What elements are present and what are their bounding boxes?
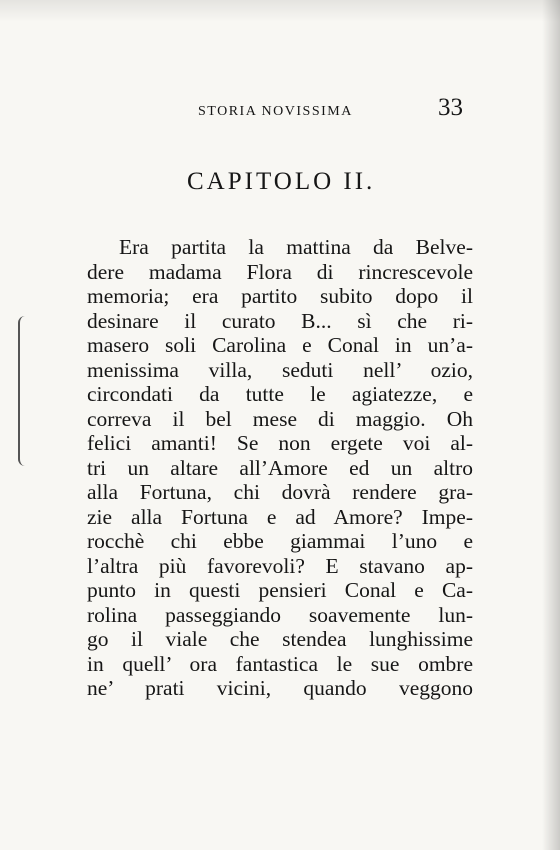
text-line: Era partita la mattina da Belve- (119, 235, 473, 259)
text-line: zie alla Fortuna e ad Amore? Impe- (87, 504, 473, 529)
text-line: ne’ prati vicini, quando veggono (87, 676, 473, 700)
text-line: circondati da tutte le agiatezze, e (87, 382, 473, 406)
body-text (87, 235, 473, 701)
text-line: memoria; era partito subito dopo il (87, 284, 473, 308)
text-line: tri un altare all’Amore ed un altro (87, 455, 473, 480)
page-number: 33 (438, 94, 463, 121)
text-line: desinare il curato B... sì che ri- (87, 308, 473, 333)
page-edge-shadow (542, 0, 560, 850)
text-line: masero soli Carolina e Conal in un’a- (87, 333, 473, 357)
chapter-title: CAPITOLO II. (187, 168, 376, 195)
page-top-shadow (0, 0, 560, 22)
running-title: STORIA NOVISSIMA (198, 104, 353, 119)
text-line: correva il bel mese di maggio. Oh (87, 406, 473, 431)
text-line: dere madama Flora di rincrescevole (87, 259, 473, 284)
text-line: menissima villa, seduti nell’ ozio, (87, 357, 473, 382)
margin-pencil-mark (18, 316, 32, 466)
text-line: alla Fortuna, chi dovrà rendere gra- (87, 480, 473, 504)
text-line: rocchè chi ebbe giammai l’uno e (87, 529, 473, 553)
text-line: l’altra più favorevoli? E stavano ap- (87, 553, 473, 578)
text-line: felici amanti! Se non ergete voi al- (87, 431, 473, 455)
text-line: rolina passeggiando soavemente lun- (87, 602, 473, 627)
text-line: punto in questi pensieri Conal e Ca- (87, 578, 473, 602)
text-line: go il viale che stendea lunghissime (87, 627, 473, 651)
text-line: in quell’ ora fantastica le sue ombre (87, 651, 473, 676)
